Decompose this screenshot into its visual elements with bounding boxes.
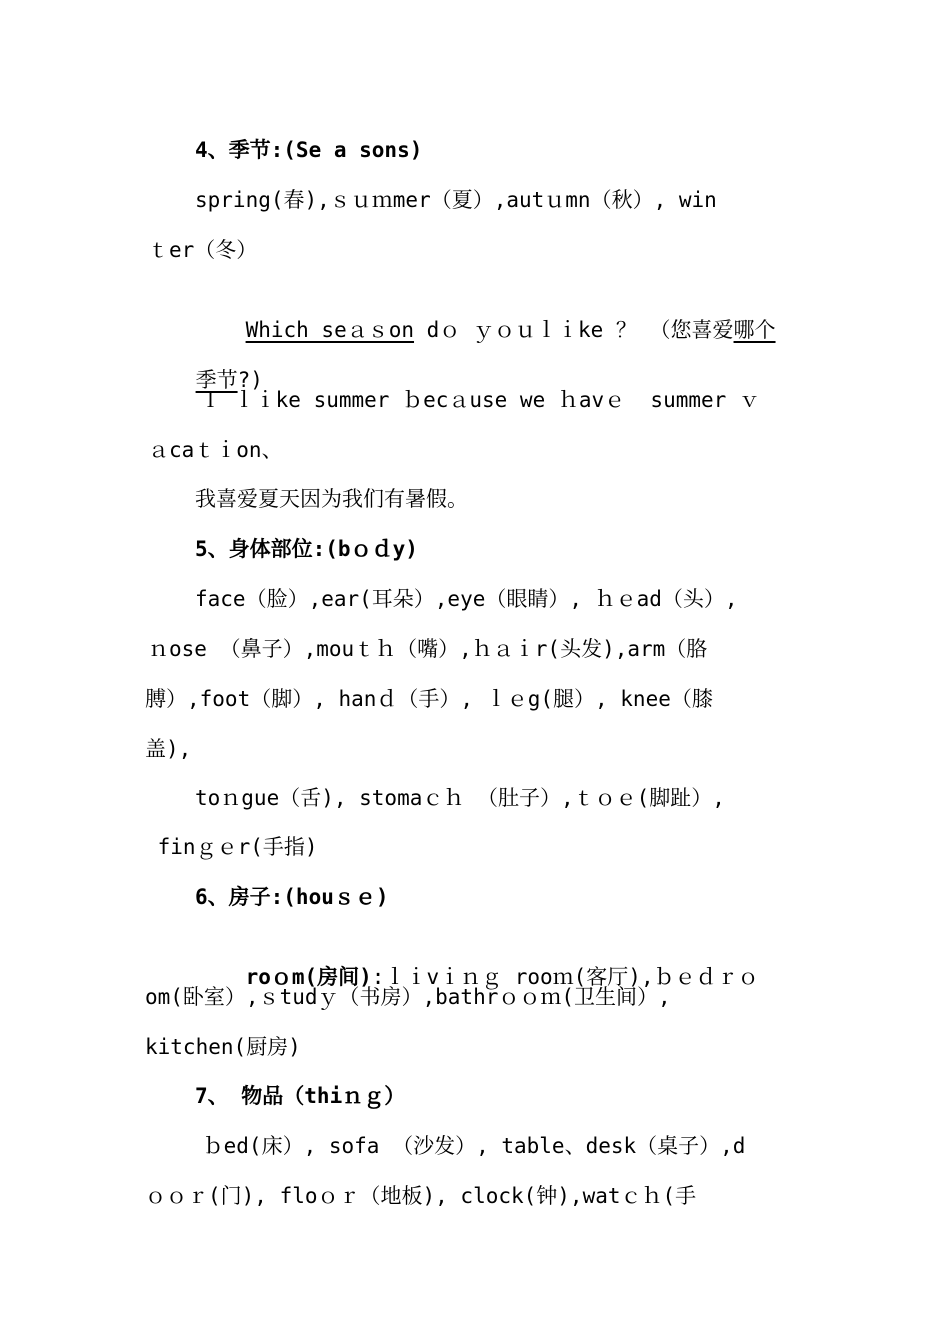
question-underlined-text: Which seａｓon xyxy=(245,318,415,342)
seasons-answer-chinese: 我喜爱夏天因为我们有暑假。 xyxy=(195,487,468,511)
question-underlined-cn-2: 季节 xyxy=(195,368,238,392)
section-heading-things: 7、 物品（thiｎｇ） xyxy=(195,1084,406,1108)
body-line-3: 膊）,foot（脚）, hanｄ（手）, ｌｅg(腿）, knee（膝 xyxy=(145,687,713,711)
body-line-4: 盖), xyxy=(145,737,192,761)
house-line-1 xyxy=(195,932,759,989)
things-line-2: ｏｏｒ(门), floｏｒ（地板), clock(钟),watｃｈ(手 xyxy=(145,1184,697,1208)
body-line-6: finｇｅr(手指) xyxy=(145,835,318,859)
question-underlined-cn: 哪个 xyxy=(733,318,776,342)
section-heading-body: 5、身体部位:(bｏｄy) xyxy=(195,537,418,561)
seasons-words-line-1: spring(春),ｓｕｍmer（夏）,autｕmn（秋）, win xyxy=(195,188,717,212)
seasons-words-line-2: ｔer（冬） xyxy=(148,238,258,262)
seasons-answer-line-1: Ｉ ｌｉke summer ｂecａuse we ｈavｅ summer ｖ xyxy=(200,388,760,412)
section-heading-house: 6、房子:(houｓｅ) xyxy=(195,885,389,909)
body-line-1: face（脸）,ear(耳朵）,eye（眼睛）, ｈｅad（头）, xyxy=(195,587,738,611)
things-line-1: ｂed(床）, sofa （沙发）, table、desk（桌子）,d xyxy=(190,1134,746,1158)
house-line-3: kitchen(厨房) xyxy=(145,1035,301,1059)
question-end: ?) xyxy=(237,368,263,392)
section-heading-seasons: 4、季节:(Se a sons) xyxy=(195,138,423,162)
seasons-answer-line-2: ａcaｔｉon、 xyxy=(148,438,283,462)
seasons-question-line-1 xyxy=(195,285,776,342)
house-line-1-rest: :ｌｉvｉｎｇ rooｍ(客厅),ｂｅｄｒｏ xyxy=(371,965,759,989)
house-line-2: om(卧室）,ｓtudｙ（书房）,bathrｏｏｍ(卫生间）, xyxy=(145,985,671,1009)
body-line-5: toｎgue（舌), stomaｃｈ （肚子）,ｔｏｅ(脚趾）, xyxy=(195,786,725,810)
room-label: roｏm(房间) xyxy=(245,965,372,989)
body-line-2: ｎose （鼻子）,mouｔｈ（嘴）,ｈａｉr(头发),arm（胳 xyxy=(148,637,708,661)
seasons-question-line-2 xyxy=(145,335,263,392)
question-text: dｏ ｙｏｕｌｉke ？ （您喜爱 xyxy=(414,318,734,342)
